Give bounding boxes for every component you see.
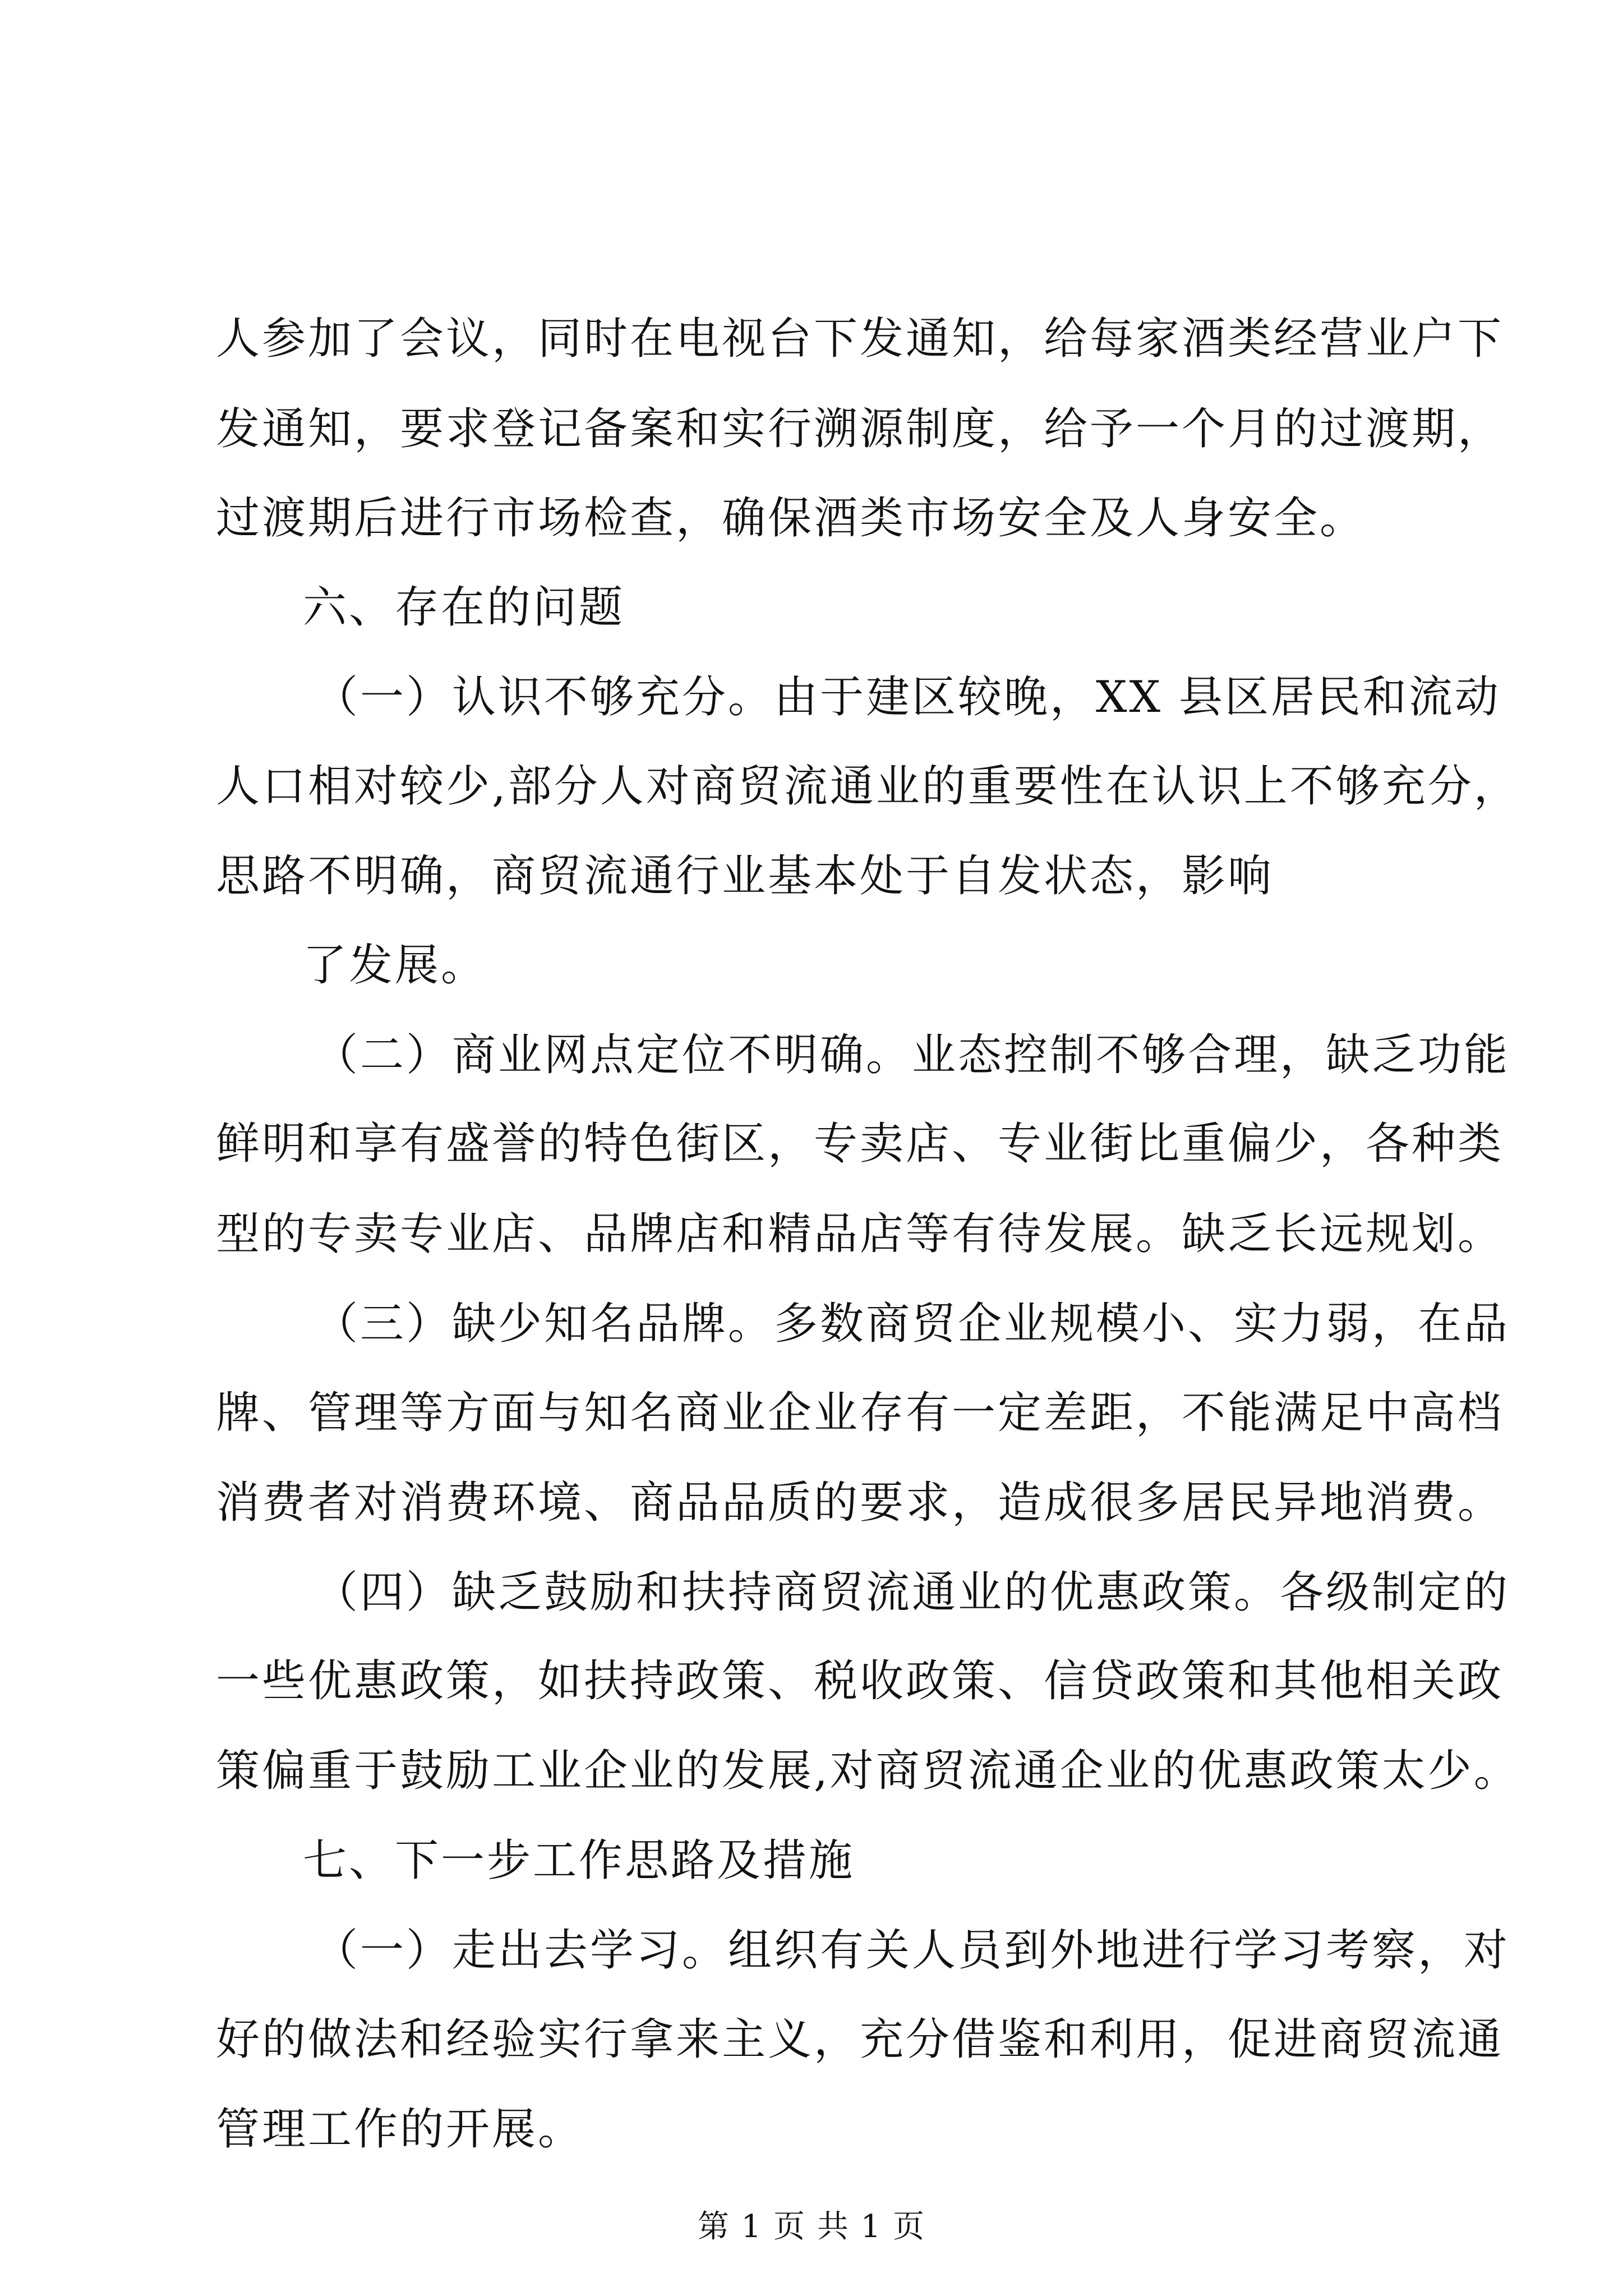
body-text-line: （一）认识不够充分。由于建区较晚，XX 县区居民和流动	[314, 672, 1501, 723]
body-text-line: 鲜明和享有盛誉的特色街区，专卖店、专业街比重偏少，各种类	[216, 1119, 1504, 1169]
section-heading: 六、存在的问题	[303, 582, 625, 633]
body-text-line: 人参加了会议，同时在电视台下发通知，给每家酒类经营业户下	[216, 314, 1504, 364]
body-text-line: 过渡期后进行市场检查，确保酒类市场安全及人身安全。	[216, 493, 1366, 544]
body-text-line: 一些优惠政策，如扶持政策、税收政策、信贷政策和其他相关政	[216, 1656, 1504, 1706]
body-text-line: 好的做法和经验实行拿来主义，充分借鉴和利用，促进商贸流通	[216, 2014, 1504, 2065]
body-text-line: 思路不明确，商贸流通行业基本处于自发状态，影响	[216, 851, 1274, 901]
body-text-line: 管理工作的开展。	[216, 2104, 584, 2155]
body-text-line: 策偏重于鼓励工业企业的发展,对商贸流通企业的优惠政策太少。	[216, 1746, 1520, 1796]
body-text-line: 消费者对消费环境、商品品质的要求，造成很多居民异地消费。	[216, 1478, 1504, 1528]
body-text-line: （三）缺少知名品牌。多数商贸企业规模小、实力弱，在品	[314, 1299, 1510, 1349]
body-text-line: 人口相对较少,部分人对商贸流通业的重要性在认识上不够充分，	[216, 761, 1520, 812]
body-text-line: 了发展。	[303, 940, 487, 991]
body-text-line: 型的专卖专业店、品牌店和精品店等有待发展。缺乏长远规划。	[216, 1209, 1504, 1259]
body-text-line: （四）缺乏鼓励和扶持商贸流通业的优惠政策。各级制定的	[314, 1567, 1510, 1618]
body-text-line: 牌、管理等方面与知名商业企业存有一定差距，不能满足中高档	[216, 1388, 1504, 1438]
body-text-line: （一）走出去学习。组织有关人员到外地进行学习考察，对	[314, 1925, 1510, 1976]
section-heading: 七、下一步工作思路及措施	[303, 1835, 855, 1886]
body-text-line: 发通知，要求登记备案和实行溯源制度，给予一个月的过渡期，	[216, 404, 1504, 454]
body-text-line: （二）商业网点定位不明确。业态控制不够合理，缺乏功能	[314, 1030, 1510, 1080]
page-footer: 第 1 页 共 1 页	[697, 2208, 926, 2245]
